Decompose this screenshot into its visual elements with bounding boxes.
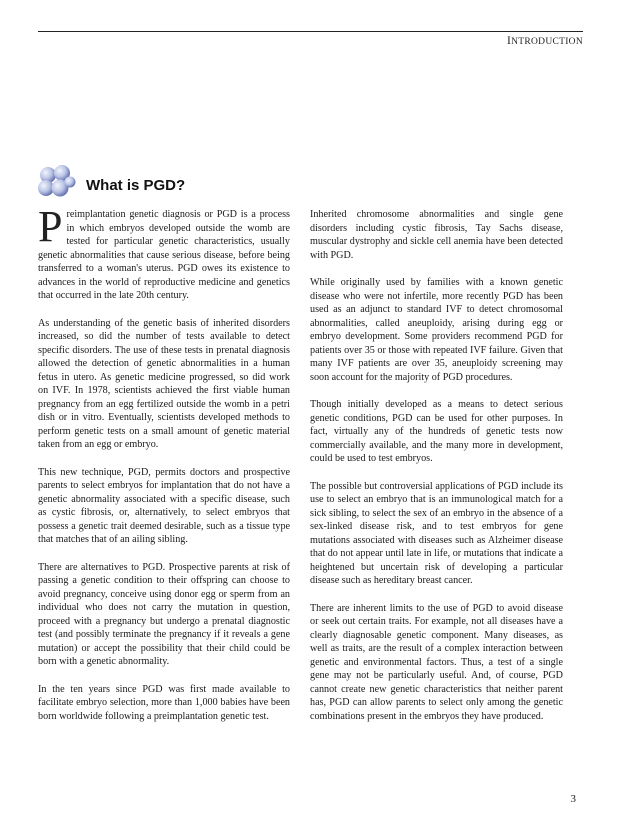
page-number: 3 [570, 793, 576, 805]
left-column [38, 202, 290, 737]
paragraph: This new technique, PGD, permits doctors and prospective parents to select embryos for implantation that do not have a genetic abnormality associated with a specific disease, such as cystic fibrosis, or, alternatively, to select embryos that possess a genetic trait deemed desirable, such as a tissue type that matches that of an ailing sibling. [38, 466, 290, 545]
paragraph: There are inherent limits to the use of PGD to avoid disease or seek out certain traits. For example, not all diseases have a clearly diagnosable genetic component. Many diseases, as well as traits, are the result of a complex interaction between genetic and environmental factors. Thus, a test of a single gene may not be particularly useful. And, of course, PGD cannot create new genetic characteristics that neither parent has, PGD can allow parents to select only among the genetic combinations present in the embryos they have produced. [310, 602, 563, 722]
paragraph-text: reimplantation genetic diagnosis or PGD is a process in which embryos developed outside the womb are tested for particular genetic characteristics, usually genetic abnormalities that cause serious disease, before being transferred to a woman's uterus. PGD owes its existence to advances in the world of reproductive medicine and genetics that occurred in the late 20th century. [38, 209, 290, 301]
running-head-initial: I [506, 35, 512, 47]
paragraph: Inherited chromosome abnormalities and single gene disorders including cystic fibrosis, Tay Sachs disease, muscular dystrophy and sickle cell anemia have been detected with PGD. [310, 209, 563, 261]
embryo-cells-icon [36, 164, 76, 200]
paragraph [38, 202, 290, 303]
paragraph: While originally used by families with a known genetic disease who were not infertile, more recently PGD has been used as an adjunct to standard IVF to detect chromosomal abnormalities, called aneuploidy, arising during egg or embryo development. Some providers recommend PGD for patients over 35 or those with repeated IVF failure. Given that many IVF patients are over 35, aneuploidy screening may soon account for the majority of PGD procedures. [310, 277, 563, 383]
paragraph: There are alternatives to PGD. Prospective parents at risk of passing a genetic condition to their offspring can choose to avoid pregnancy, conceive using donor egg or sperm from an individual who does not carry the mutation in question, proceed with a pregnancy but undergo a prenatal diagnostic test (and possibly terminate the pregnancy if it reveals a gene mutation) or accept the possibility that their child could be born with a genetic abnormality. [38, 561, 290, 667]
drop-cap: P [38, 202, 63, 251]
paragraph: In the ten years since PGD was first made available to facilitate embryo selection, more than 1,000 babies have been born worldwide following a preimplantation genetic test. [38, 683, 290, 722]
paragraph: Though initially developed as a means to detect serious genetic conditions, PGD can be used for other purposes. In fact, virtually any of the hundreds of genetic tests now commercially available, and the many more in development, could be used to test embryos. [310, 399, 563, 464]
header-rule [38, 31, 583, 32]
paragraph: The possible but controversial applications of PGD include its use to select an embryo that is an immunological match for a sick sibling, to select the sex of an embryo in the absence of a sex-linked disease risk, and to test embryos for gene mutations associated with diseases such as Alzheimer disease that do not appear until late in life, or mutations that indicate a heightened but uncertain risk of developing a particular disease such as hereditary breast cancer. [310, 480, 563, 586]
section-heading: What is PGD? [86, 177, 186, 194]
running-head [507, 35, 583, 47]
paragraph: As understanding of the genetic basis of inherited disorders increased, so did the number of tests available to detect specific disorders. The use of these tests in prenatal diagnosis allowed the detection of genetic abnormalities in a human fetus in utero. As genetic medicine progressed, so did work on IVF. In 1978, scientists achieved the first viable human pregnancy from an egg fertilized outside the womb in a petri dish or in vitro. Eventually, scientists developed methods to perform genetic tests on a small amount of genetic material taken from an egg or embryo. [38, 317, 290, 450]
running-head-smallcaps: NTRODUCTION [511, 37, 583, 47]
right-column [310, 208, 563, 737]
